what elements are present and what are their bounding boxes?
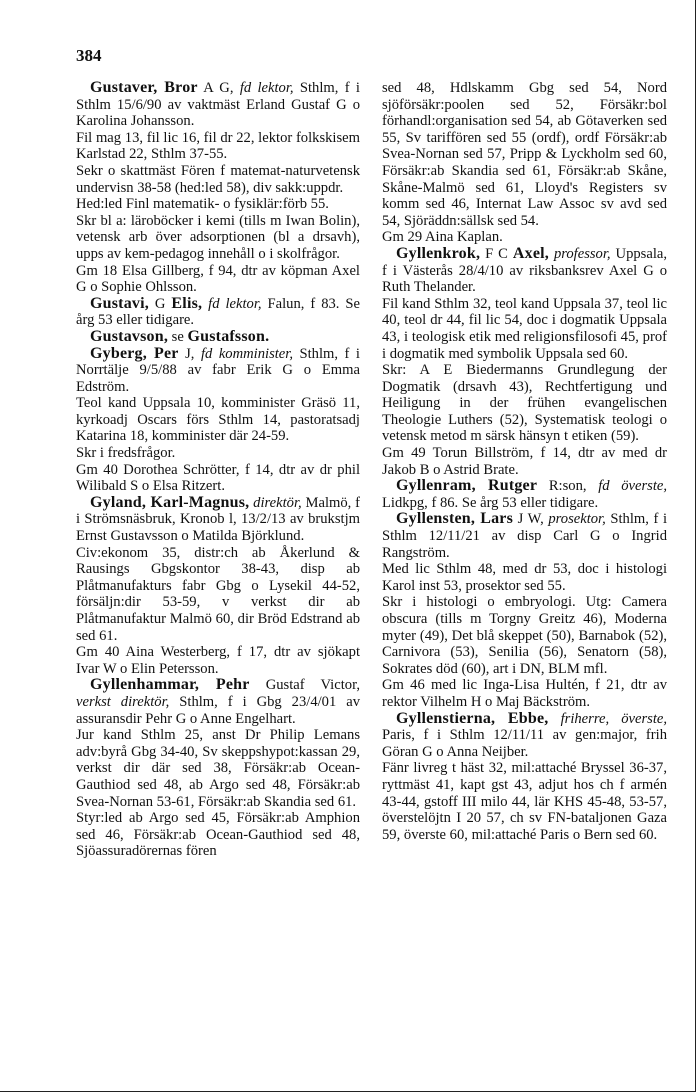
biography-entry — [76, 80, 360, 296]
biography-entry — [76, 296, 360, 329]
entry-heading-paragraph — [76, 495, 360, 545]
entry-text: sed 48, Hdlskamm Gbg sed 54, Nord sjöförsäkr:poolen sed 52, Försäkr:bol förhandl:organisation sed 54, ab Götaverken sed 55, Sv tariffören sed 55 (ordf), ordf Försäkr:ab Svea-Nornan sed 57, Pripp & Lyckholm sed 60, Försäkr:ab Skandia sed 61, Försäkr:ab Skåne, Skåne-Malmö sed 61, Lloyd's Registers sv komm sed 46, Internat Law Assoc sv avd sed 54, Sjöräddn:sällsk sed 54. — [382, 80, 667, 229]
entry-text: Falun, f 83. Se årg 53 eller tidigare. — [76, 295, 360, 329]
entry-paragraph: Hed:led Finl matematik- o fysiklär:förb 55. — [76, 196, 329, 213]
entry-title: fd lektor, — [239, 80, 294, 96]
entry-name: Gyllensten, Lars — [396, 510, 514, 528]
entry-heading-paragraph — [382, 246, 667, 296]
entry-paragraph: Gm 40 Aina Westerberg, f 17, dtr av sjökapt Ivar W o Elin Petersson. — [76, 644, 360, 677]
entry-paragraph: Jur kand Sthlm 25, anst Dr Philip Lemans adv:byrå Gbg 34-40, Sv skeppshypot:kassan 29, verkst dir där sed 38, Försäkr:ab Ocean-Gauthiod sed 48, ab Argo sed 48, Försäkr:ab Svea-Nornan 53-61, Försäkr:ab Skandia sed 61. — [76, 727, 360, 810]
biography-entry — [76, 329, 360, 346]
entry-title: fd komminister, — [200, 345, 293, 362]
entry-given-names: J W, — [513, 511, 549, 528]
entry-heading-paragraph — [76, 677, 360, 727]
entry-paragraph: Fil kand Sthlm 32, teol kand Uppsala 37, teol lic 40, teol dr 44, fil lic 54, doc i dogmatik Uppsala 43, i teologisk etik med religionsfilosofi 45, prof i dogmatik med symbolik Uppsala sed 60. — [382, 295, 667, 362]
entry-paragraph: Skr i fredsfrågor. — [76, 445, 176, 462]
entry-text: Sthlm, f i Norrtälje 9/5/88 av fabr Erik G o Emma Edström. — [76, 345, 360, 395]
entry-name: Axel, — [512, 244, 549, 262]
entry-text: Paris, f i Sthlm 12/11/11 av gen:major, frih Göran G o Anna Neijber. — [382, 727, 667, 760]
entry-heading-paragraph — [76, 329, 360, 346]
entry-paragraph: Sekr o skattmäst Fören f matemat-naturvetensk undervisn 38-58 (hed:led 58), div sakk:uppdr. — [76, 162, 360, 196]
entry-heading-paragraph — [382, 80, 667, 229]
entry-name: Gyllenram, Rutger — [396, 477, 538, 495]
entry-paragraph: Med lic Sthlm 48, med dr 53, doc i histologi Karol inst 53, prosektor sed 55. — [382, 561, 667, 594]
entry-given-names: R:son, — [537, 478, 599, 495]
entry-heading-paragraph — [76, 80, 360, 130]
entry-paragraph: Fil mag 13, fil lic 16, fil dr 22, lektor folkskisem Karlstad 22, Sthlm 37-55. — [76, 129, 360, 163]
entry-name: Gyllenstierna, Ebbe, — [396, 709, 549, 727]
entry-title: direktör, — [249, 494, 302, 511]
entry-name: Gyllenhammar, Pehr — [90, 676, 250, 694]
biography-entry — [382, 246, 667, 478]
entry-name: Gyllenkrok, — [396, 244, 481, 262]
entry-paragraph: Styr:led ab Argo sed 45, Försäkr:ab Amphion sed 46, Försäkr:ab Ocean-Gauthiod sed 48, Sjöassuradörernas fören — [76, 810, 360, 860]
biography-entry — [382, 711, 667, 844]
entry-paragraph: Gm 29 Aina Kaplan. — [382, 229, 503, 246]
entry-text: Sthlm, f i Gbg 23/4/01 av assuransdir Pehr G o Anne Engelhart. — [76, 693, 360, 727]
cross-reference: se — [168, 328, 188, 345]
entry-given-names: Gustaf Victor, — [249, 677, 360, 694]
entry-name: Gyland, Karl-Magnus, — [90, 493, 250, 511]
entry-given-names: G — [148, 295, 172, 312]
entry-paragraph: Gm 49 Torun Billström, f 14, dtr av med dr Jakob B o Astrid Brate. — [382, 445, 667, 478]
entry-given-names: A G, — [197, 80, 240, 96]
entry-title: professor, — [548, 245, 611, 262]
entry-text: Uppsala, f i Västerås 28/4/10 av riksbanksrev Axel G o Ruth Thelander. — [382, 245, 668, 296]
entry-name: Gyberg, Per — [90, 344, 179, 362]
left-column — [76, 80, 360, 860]
entry-paragraph: Civ:ekonom 35, distr:ch ab Åkerlund & Rausings Gbgskontor 38-43, disp ab Plåtmanufakturs fabr Gbg o Lysekil 44-52, försäljn:dir 53-59, v verkst dir ab Plåtmanufaktur Malmö 60, dir Bröd Edstrand ab sed 61. — [76, 544, 360, 644]
entry-heading-paragraph — [382, 711, 667, 761]
entry-name: Elis, — [171, 294, 203, 312]
entry-title: verkst direktör, — [76, 693, 170, 710]
entry-title: fd överste, — [598, 478, 668, 495]
entry-title: friherre, överste, — [548, 710, 668, 727]
biography-entry — [382, 80, 667, 246]
entry-name: Gustavson, — [90, 327, 169, 345]
entry-given-names: F C — [480, 245, 513, 262]
entry-paragraph: Skr i histologi o embryologi. Utg: Camera obscura (tills m Torgny Greitz 46), Moderna myter (49), Det blå skeppet (50), Barnabok (52), Carnivora (53), Senilia (56), Senatorn (58), Sokrates död (60), art i DN, BLM mfl. — [382, 594, 667, 677]
right-column — [382, 80, 667, 843]
entry-heading-paragraph — [382, 478, 667, 511]
entry-name: Gustaver, Bror — [90, 79, 198, 96]
entry-paragraph: Skr: A E Biedermanns Grundlegung der Dogmatik (drsavh 43), Rechtfertigung und Heiligung in der frühen evangelischen Theologie Luthers (52), Systematisk teologi o vetensk metod m särsk hänsyn t etiken (59). — [382, 362, 667, 445]
biography-entry — [76, 346, 360, 495]
entry-heading-paragraph — [76, 346, 360, 396]
entry-paragraph: Gm 18 Elsa Gillberg, f 94, dtr av köpman Axel G o Sophie Ohlsson. — [76, 262, 360, 296]
entry-paragraph: Gm 40 Dorothea Schrötter, f 14, dtr av dr phil Wilibald S o Elsa Ritzert. — [76, 461, 360, 495]
entry-heading-paragraph — [76, 296, 360, 329]
biography-entry — [76, 677, 360, 860]
entry-text: Lidkpg, f 86. Se årg 53 eller tidigare. — [382, 494, 599, 511]
entry-paragraph: Gm 46 med lic Inga-Lisa Hultén, f 21, dtr av rektor Vilhelm H o Maj Bäckström. — [382, 677, 667, 710]
entry-text: Sthlm, f i Sthlm 15/6/90 av vaktmäst Erland Gustaf G o Karolina Johansson. — [76, 80, 360, 130]
biography-entry — [76, 495, 360, 678]
entry-name: Gustavi, — [90, 294, 149, 312]
entry-title: fd lektor, — [202, 295, 262, 312]
entry-paragraph: Fänr livreg t häst 32, mil:attaché Bryssel 36-37, ryttmäst 41, kapt gst 43, adjut hos ch f armén 43-44, gstoff III milo 44, lär KHS 45-48, 53-57, överstelöjtn I 20 57, ch sv FN-bataljonen Gaza 59, överste 60, mil:attaché Paris o Bern sed 60. — [382, 760, 667, 843]
entry-text: Malmö, f i Strömsnäsbruk, Kronob l, 13/2/13 av brukstjm Ernst Gustavsson o Matilda Björklund. — [76, 494, 361, 545]
entry-text: Sthlm, f i Sthlm 12/11/21 av disp Carl G o Ingrid Rangström. — [382, 511, 668, 561]
entry-heading-paragraph — [382, 511, 667, 561]
biography-entry — [382, 478, 667, 511]
biography-entry — [382, 511, 667, 710]
entry-given-names: J, — [178, 345, 201, 362]
entry-name: Gustafsson. — [187, 327, 270, 345]
page-number: 384 — [76, 46, 102, 65]
entry-paragraph: Skr bl a: läroböcker i kemi (tills m Iwan Bolin), vetensk arb över adsorptionen (bl a drsavh), upps av kem-pedagog innehåll o i skolfrågor. — [76, 212, 360, 262]
entry-title: prosektor, — [548, 511, 606, 528]
entry-paragraph: Teol kand Uppsala 10, komminister Gräsö 11, kyrkoadj Oscars förs Sthlm 14, pastoratsadj Katarina 18, komminister där 24-59. — [76, 395, 360, 445]
